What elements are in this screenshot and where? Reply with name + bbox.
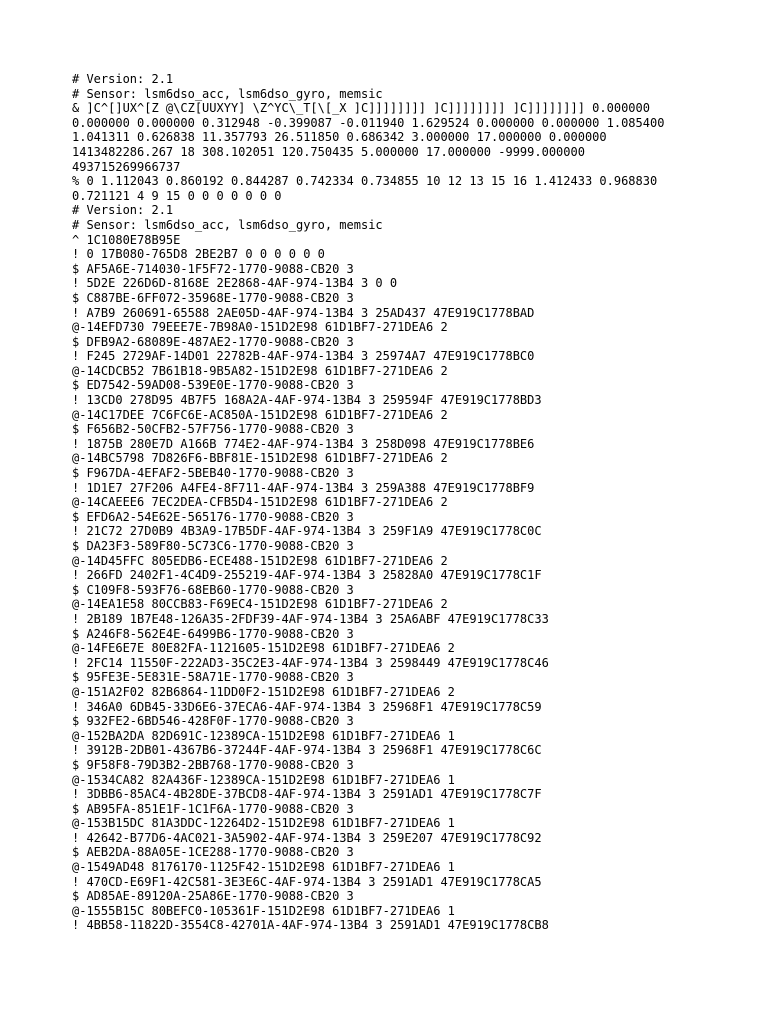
log-line: ! 3DBB6-85AC4-4B28DE-37BCD8-4AF-974-13B4 3 2591AD1 47E919C1778C7F	[72, 787, 542, 802]
log-line: ! 2B189 1B7E48-126A35-2FDF39-4AF-974-13B4 3 25A6ABF 47E919C1778C33	[72, 611, 549, 626]
log-line: 0.721121 4 9 15 0 0 0 0 0 0 0	[72, 188, 282, 203]
log-line: $ 932FE2-6BD546-428F0F-1770-9088-CB20 3	[72, 714, 354, 729]
log-line: 493715269966737	[72, 159, 181, 174]
log-line: $ F656B2-50CFB2-57F756-1770-9088-CB20 3	[72, 422, 354, 437]
log-line: $ DFB9A2-68089E-487AE2-1770-9088-CB20 3	[72, 334, 354, 349]
log-line: ! 4BB58-11822D-3554C8-42701A-4AF-974-13B4 3 2591AD1 47E919C1778CB8	[72, 918, 549, 933]
log-line: @-14EA1E58 80CCB83-F69EC4-151D2E98 61D1BF7-271DEA6 2	[72, 597, 448, 612]
log-line: $ ED7542-59AD08-539E0E-1770-9088-CB20 3	[72, 378, 354, 393]
log-line: ! 5D2E 226D6D-8168E 2E2868-4AF-974-13B4 3 0 0	[72, 276, 398, 291]
log-line: ! 42642-B77D6-4AC021-3A5902-4AF-974-13B4 3 259E207 47E919C1778C92	[72, 830, 542, 845]
log-line: @-1534CA82 82A436F-12389CA-151D2E98 61D1BF7-271DEA6 1	[72, 772, 455, 787]
log-line: @-14FE6E7E 80E82FA-1121605-151D2E98 61D1BF7-271DEA6 2	[72, 641, 455, 656]
log-line: $ DA23F3-589F80-5C73C6-1770-9088-CB20 3	[72, 539, 354, 553]
log-line: $ C109F8-593F76-68EB60-1770-9088-CB20 3	[72, 582, 354, 597]
log-line: $ C887BE-6FF072-35968E-1770-9088-CB20 3	[72, 290, 354, 305]
log-line: # Sensor: lsm6dso_acc, lsm6dso_gyro, memsic	[72, 86, 383, 101]
log-line: ! 1D1E7 27F206 A4FE4-8F711-4AF-974-13B4 3 259A388 47E919C1778BF9	[72, 480, 535, 495]
log-line: 0.000000 0.000000 0.312948 -0.399087 -0.011940 1.629524 0.000000 0.000000 1.085400	[72, 115, 665, 130]
log-line: ! 3912B-2DB01-4367B6-37244F-4AF-974-13B4 3 25968F1 47E919C1778C6C	[72, 743, 542, 758]
log-line: @-1549AD48 8176170-1125F42-151D2E98 61D1BF7-271DEA6 1	[72, 860, 455, 875]
log-line: # Version: 2.1	[72, 72, 174, 86]
log-line: ! 21C72 27D0B9 4B3A9-17B5DF-4AF-974-13B4 3 259F1A9 47E919C1778C0C	[72, 524, 542, 539]
log-line: $ EFD6A2-54E62E-565176-1770-9088-CB20 3	[72, 509, 354, 524]
log-line: $ AD85AE-89120A-25A86E-1770-9088-CB20 3	[72, 889, 354, 904]
log-line: @-151A2F02 82B6864-11DD0F2-151D2E98 61D1BF7-271DEA6 2	[72, 684, 455, 699]
log-line: @-14C17DEE 7C6FC6E-AC850A-151D2E98 61D1BF7-271DEA6 2	[72, 407, 448, 422]
log-line: ! A7B9 260691-65588 2AE05D-4AF-974-13B4 3 25AD437 47E919C1778BAD	[72, 305, 535, 320]
log-line: 1.041311 0.626838 11.357793 26.511850 0.686342 3.000000 17.000000 0.000000	[72, 130, 607, 145]
log-line: ! 346A0 6DB45-33D6E6-37ECA6-4AF-974-13B4 3 25968F1 47E919C1778C59	[72, 699, 542, 714]
log-document	[72, 72, 712, 933]
log-line: @-14CAEEE6 7EC2DEA-CFB5D4-151D2E98 61D1BF7-271DEA6 2	[72, 495, 448, 510]
log-line: @-14BC5798 7D826F6-BBF81E-151D2E98 61D1BF7-271DEA6 2	[72, 451, 448, 466]
log-line: $ 9F58F8-79D3B2-2BB768-1770-9088-CB20 3	[72, 757, 354, 772]
log-line: ! 0 17B080-765D8 2BE2B7 0 0 0 0 0 0	[72, 247, 325, 262]
log-line: ^ 1C1080E78B95E	[72, 232, 181, 247]
log-line: @-14CDCB52 7B61B18-9B5A82-151D2E98 61D1BF7-271DEA6 2	[72, 363, 448, 378]
log-line: ! F245 2729AF-14D01 22782B-4AF-974-13B4 3 25974A7 47E919C1778BC0	[72, 349, 535, 364]
log-line: & ]C^[]UX^[Z @\CZ[UUXYY] \Z^YC\_T[\[_X ]C]]]]]]]] ]C]]]]]]]] ]C]]]]]]]] 0.000000	[72, 101, 650, 116]
log-line: ! 2FC14 11550F-222AD3-35C2E3-4AF-974-13B4 3 2598449 47E919C1778C46	[72, 655, 549, 670]
log-line: # Version: 2.1	[72, 203, 174, 218]
log-line: $ A246F8-562E4E-6499B6-1770-9088-CB20 3	[72, 626, 354, 641]
log-line: % 0 1.112043 0.860192 0.844287 0.742334 0.734855 10 12 13 15 16 1.412433 0.968830	[72, 174, 658, 189]
log-line: @-14EFD730 79EEE7E-7B98A0-151D2E98 61D1BF7-271DEA6 2	[72, 320, 448, 335]
log-line: $ AB95FA-851E1F-1C1F6A-1770-9088-CB20 3	[72, 801, 354, 816]
log-line: # Sensor: lsm6dso_acc, lsm6dso_gyro, memsic	[72, 217, 383, 232]
log-line: $ AEB2DA-88A05E-1CE288-1770-9088-CB20 3	[72, 845, 354, 860]
log-line: @-152BA2DA 82D691C-12389CA-151D2E98 61D1BF7-271DEA6 1	[72, 728, 455, 743]
log-line: @-1555B15C 80BEFC0-105361F-151D2E98 61D1BF7-271DEA6 1	[72, 903, 455, 918]
log-line: 1413482286.267 18 308.102051 120.750435 5.000000 17.000000 -9999.000000	[72, 144, 585, 159]
log-line: $ F967DA-4EFAF2-5BEB40-1770-9088-CB20 3	[72, 466, 354, 481]
log-line: @-153B15DC 81A3DDC-12264D2-151D2E98 61D1BF7-271DEA6 1	[72, 816, 455, 831]
log-line: ! 266FD 2402F1-4C4D9-255219-4AF-974-13B4 3 25828A0 47E919C1778C1F	[72, 568, 542, 583]
log-line: @-14D45FFC 805EDB6-ECE488-151D2E98 61D1BF7-271DEA6 2	[72, 553, 448, 568]
log-line: ! 1875B 280E7D A166B 774E2-4AF-974-13B4 3 258D098 47E919C1778BE6	[72, 436, 535, 451]
log-line: ! 13CD0 278D95 4B7F5 168A2A-4AF-974-13B4 3 259594F 47E919C1778BD3	[72, 393, 542, 408]
log-line: $ AF5A6E-714030-1F5F72-1770-9088-CB20 3	[72, 261, 354, 276]
log-line: $ 95FE3E-5E831E-58A71E-1770-9088-CB20 3	[72, 670, 354, 685]
log-line: ! 470CD-E69F1-42C581-3E3E6C-4AF-974-13B4 3 2591AD1 47E919C1778CA5	[72, 874, 542, 889]
